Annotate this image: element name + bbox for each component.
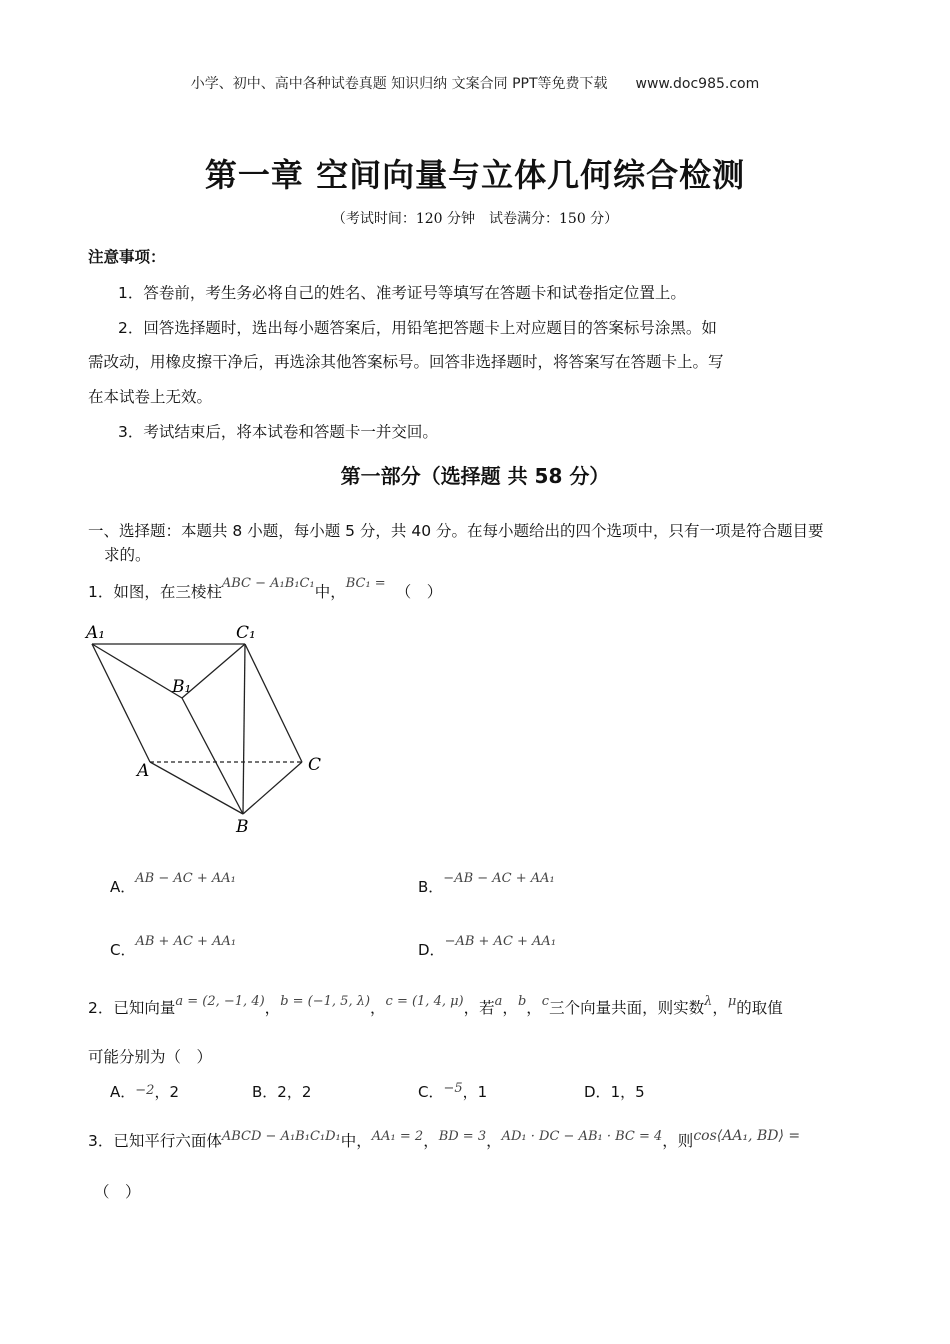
q2-option-b-label: B． xyxy=(252,1083,278,1101)
q1-option-c-label: C． xyxy=(110,941,136,959)
q1-blank: （ ） xyxy=(395,583,443,601)
notice-item-2-end: 在本试卷上无效。 xyxy=(88,388,213,406)
q2-vector-b: b = (−1, 5, λ) xyxy=(280,994,371,1009)
q2-tail: 的取值 xyxy=(736,999,783,1017)
q2-sep-1: ， xyxy=(264,999,281,1017)
label-b1: B₁ xyxy=(172,677,192,697)
q2-var-c: c xyxy=(541,994,550,1009)
q3-blank: （ ） xyxy=(94,1183,141,1201)
q3-prefix: 3．已知平行六面体 xyxy=(88,1132,222,1150)
label-a1: A₁ xyxy=(86,623,106,643)
q1-option-a-expr: AB − AC + AA₁ xyxy=(135,871,236,886)
q1-option-d[interactable] xyxy=(418,929,557,959)
q3-stem xyxy=(88,1129,800,1151)
q3-solid-expr: ABCD − A₁B₁C₁D₁ xyxy=(221,1129,341,1144)
q2-var-a: a xyxy=(494,994,503,1009)
q2-sep-4: ， xyxy=(526,999,542,1017)
q2-option-b-val2: ，2 xyxy=(286,1083,312,1101)
q2-ruo: ，若 xyxy=(463,999,495,1017)
edge-b1c1 xyxy=(182,644,245,698)
q2-option-a-val2: ，2 xyxy=(154,1083,179,1101)
q2-option-c[interactable] xyxy=(418,1081,487,1102)
q2-vector-a: a = (2, −1, 4) xyxy=(175,994,265,1009)
q3-aa1: AA₁ = 2 xyxy=(371,1129,424,1144)
q3-dot-product: AD₁ · DC − AB₁ · BC = 4 xyxy=(501,1129,663,1144)
q1-option-a[interactable] xyxy=(110,866,236,896)
q2-prefix: 2．已知向量 xyxy=(88,999,176,1017)
q2-option-d-label: D． xyxy=(584,1083,611,1101)
q1-option-b[interactable] xyxy=(418,866,555,896)
label-b: B xyxy=(236,817,249,837)
q1-option-c-expr: AB + AC + AA₁ xyxy=(135,934,237,949)
header-site: www.doc985.com xyxy=(635,76,760,92)
page-title: 第一章 空间向量与立体几何综合检测 xyxy=(204,156,746,194)
q3-ze: ，则 xyxy=(662,1132,694,1150)
q2-lambda: λ xyxy=(704,994,713,1009)
q1-prism-expr: ABC − A₁B₁C₁ xyxy=(221,576,315,591)
section-instructions: 一、选择题：本题共 8 小题，每小题 5 分，共 40 分。在每小题给出的四个选项中，只有一项是符合题目要 xyxy=(88,522,824,540)
q3-bd: BD = 3 xyxy=(438,1129,487,1144)
q1-prefix: 1．如图，在三棱柱 xyxy=(88,583,222,601)
q2-sep-2: ， xyxy=(370,999,386,1017)
q2-option-a-label: A． xyxy=(110,1083,136,1101)
q1-option-d-expr: −AB + AC + AA₁ xyxy=(444,934,557,949)
q1-prism-figure xyxy=(80,620,340,840)
q1-option-b-expr: −AB − AC + AA₁ xyxy=(443,871,555,886)
q1-option-d-label: D． xyxy=(418,941,445,959)
notice-item-2: 2．回答选择题时，选出每小题答案后，用铅笔把答题卡上对应题目的答案标号涂黑。如 xyxy=(118,319,717,337)
q2-option-c-label: C． xyxy=(418,1083,444,1101)
notice-item-3: 3．考试结束后，将本试卷和答题卡一并交回。 xyxy=(118,423,438,441)
q2-option-c-val2: ，1 xyxy=(462,1083,488,1101)
q1-option-a-label: A． xyxy=(110,878,136,896)
q2-mu: μ xyxy=(727,994,737,1009)
page-header xyxy=(0,73,950,93)
q3-sep-1: ， xyxy=(423,1132,439,1150)
q3-mid: 中， xyxy=(340,1132,372,1150)
edge-c1c xyxy=(245,644,302,762)
q2-sep-3: ， xyxy=(502,999,518,1017)
label-c: C xyxy=(308,755,322,775)
notice-item-1: 1．答卷前，考生务必将自己的姓名、准考证号等填写在答题卡和试卷指定位置上。 xyxy=(118,284,686,302)
exam-info: （考试时间：120 分钟 试卷满分：150 分） xyxy=(331,211,619,227)
q2-option-d[interactable] xyxy=(584,1081,645,1102)
section-instructions-cont: 求的。 xyxy=(104,546,151,564)
part-heading: 第一部分（选择题 共 58 分） xyxy=(340,464,610,488)
notice-heading: 注意事项： xyxy=(88,248,166,266)
q2-option-b[interactable] xyxy=(252,1081,311,1102)
q2-option-a-val1: −2 xyxy=(135,1083,155,1098)
notice-item-2-cont: 需改动，用橡皮擦干净后，再选涂其他答案标号。回答非选择题时，将答案写在答题卡上。写 xyxy=(88,353,724,371)
q1-stem xyxy=(88,576,443,602)
q2-vector-c: c = (1, 4, μ) xyxy=(385,994,464,1009)
q2-option-d-val1: 1 xyxy=(610,1083,621,1101)
q2-option-d-val2: ，5 xyxy=(620,1083,645,1101)
q2-option-a[interactable] xyxy=(110,1081,179,1102)
q2-stem xyxy=(88,996,783,1018)
q1-vector-expr: BC₁ = xyxy=(345,576,386,591)
q2-var-b: b xyxy=(517,994,527,1009)
header-text: 小学、初中、高中各种试卷真题 知识归纳 文案合同 PPT等免费下载 xyxy=(190,76,608,92)
q2-rest: 三个向量共面，则实数 xyxy=(549,999,705,1017)
q3-sep-2: ， xyxy=(486,1132,502,1150)
q2-option-b-val1: 2 xyxy=(277,1083,287,1101)
edge-c1b xyxy=(243,644,245,814)
q3-cos-expr: cos⟨AA₁, BD⟩ = xyxy=(693,1128,801,1144)
q1-mid: 中， xyxy=(314,583,346,601)
q1-option-b-label: B． xyxy=(418,878,444,896)
q2-stem-cont: 可能分别为（ ） xyxy=(88,1048,213,1066)
q1-option-c[interactable] xyxy=(110,929,237,959)
label-a: A xyxy=(137,761,150,781)
q2-sep-5: ， xyxy=(712,999,728,1017)
edge-bc xyxy=(243,762,302,814)
q2-option-c-val1: −5 xyxy=(443,1081,463,1096)
label-c1: C₁ xyxy=(236,623,256,643)
